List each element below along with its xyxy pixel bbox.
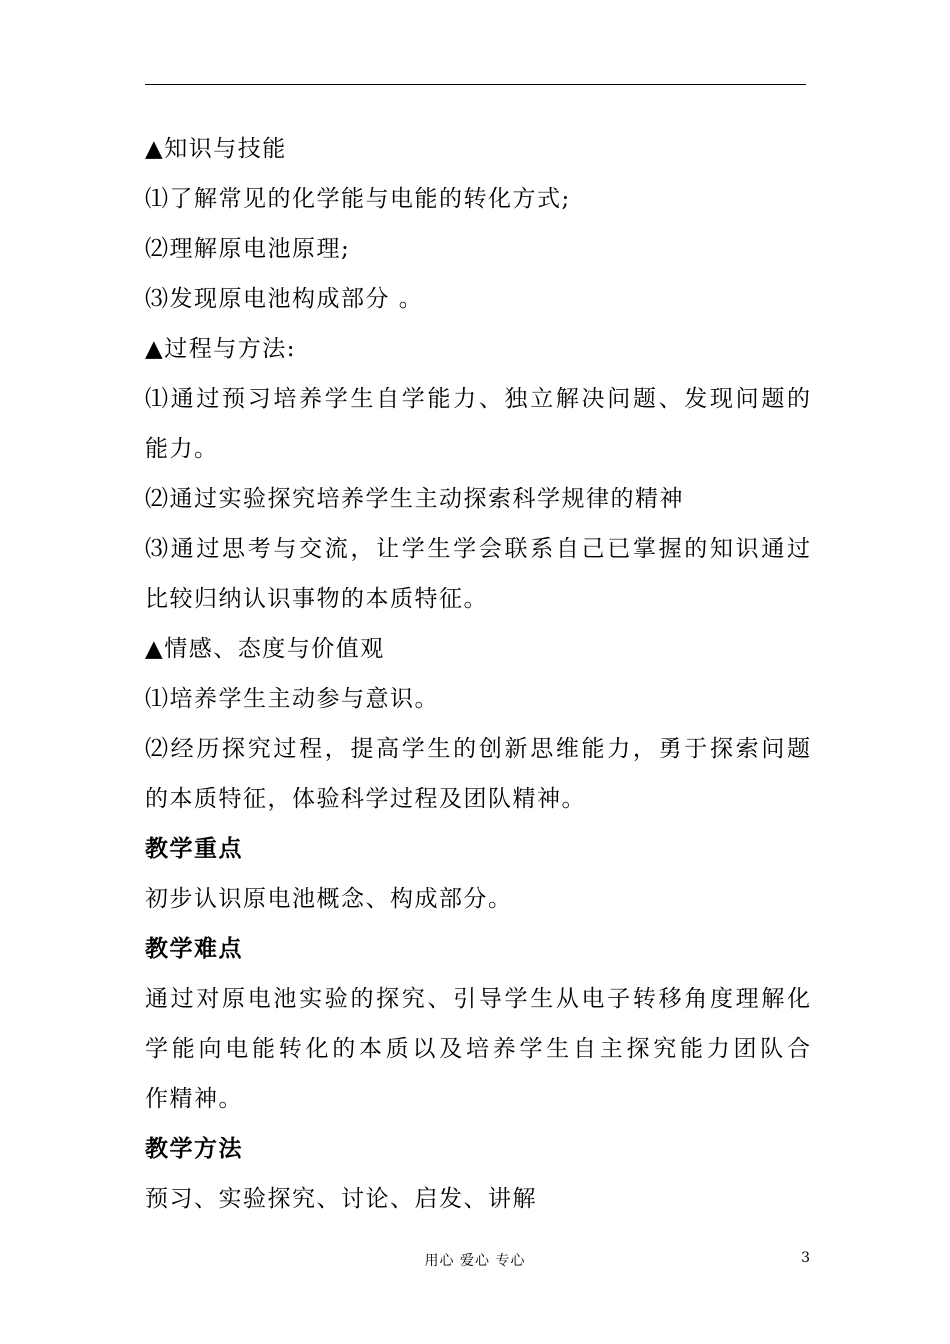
text-line: 能力。 <box>145 436 219 462</box>
heading-teaching-focus: 教学重点 <box>145 835 243 862</box>
text-line: 的本质特征，体验科学过程及团队精神。 <box>145 786 586 812</box>
section-emotion-attitude: ▲情感、态度与价值观 <box>145 636 385 662</box>
footer-motto: 用心 爱心 专心 <box>424 1253 526 1269</box>
text-line: 作精神。 <box>145 1086 243 1112</box>
text-line: ⑵理解原电池原理; <box>145 236 351 262</box>
text-line: 通过对原电池实验的探究、引导学生从电子转移角度理解化 <box>145 986 810 1012</box>
text-line: 比较归纳认识事物的本质特征。 <box>145 586 488 612</box>
heading-teaching-methods: 教学方法 <box>145 1135 243 1162</box>
text-line: 初步认识原电池概念、构成部分。 <box>145 886 513 912</box>
text-line: ⑶发现原电池构成部分 。 <box>145 286 424 312</box>
text-line: ⑵经历探究过程，提高学生的创新思维能力，勇于探索问题 <box>145 736 810 762</box>
text-line: ⑴培养学生主动参与意识。 <box>145 686 439 712</box>
text-line: ⑴通过预习培养学生自学能力、独立解决问题、发现问题的 <box>145 386 810 412</box>
document-body <box>145 124 810 1224</box>
section-knowledge-skills: ▲知识与技能 <box>145 136 287 162</box>
header-rule <box>145 84 806 85</box>
heading-teaching-difficulty: 教学难点 <box>145 935 243 962</box>
text-line: 学能向电能转化的本质以及培养学生自主探究能力团队合 <box>145 1036 810 1062</box>
text-line: ⑶通过思考与交流，让学生学会联系自己已掌握的知识通过 <box>145 536 810 562</box>
text-line: ⑵通过实验探究培养学生主动探索科学规律的精神 <box>145 486 684 512</box>
text-line: 预习、实验探究、讨论、启发、讲解 <box>145 1186 537 1212</box>
section-process-methods: ▲过程与方法: <box>145 336 296 362</box>
page-number: 3 <box>801 1250 810 1266</box>
text-line: ⑴了解常见的化学能与电能的转化方式; <box>145 186 571 212</box>
